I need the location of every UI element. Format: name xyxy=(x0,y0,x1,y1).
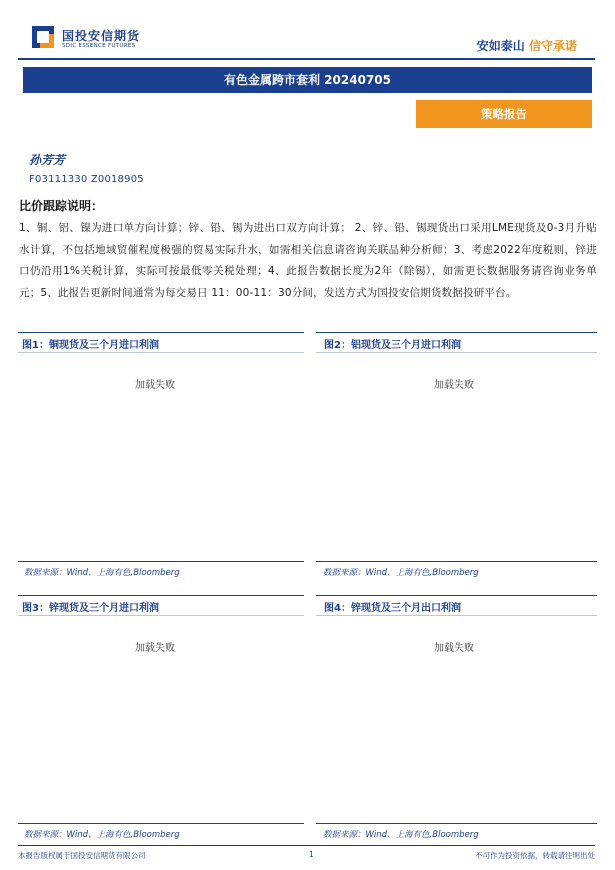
figure-2-title: 图2：铝现货及三个月进口利润 xyxy=(324,340,461,351)
figure-4-source: 数据来源：Wind、上海有色,Bloomberg xyxy=(323,830,479,840)
figure-3-title-rule xyxy=(18,615,304,616)
footer-copyright: 本报告版权属于国投安信期货有限公司 xyxy=(18,851,146,860)
figure-3-bottom-rule xyxy=(18,823,304,824)
figure-3-load-failed: 加载失败 xyxy=(135,643,175,654)
figure-3-top-rule xyxy=(18,595,304,596)
page-number: 1 xyxy=(309,850,314,859)
author-name: 孙芳芳 xyxy=(29,153,66,167)
figure-4-bottom-rule xyxy=(316,823,597,824)
figure-4-top-rule xyxy=(316,595,597,596)
figure-4-title-rule xyxy=(316,615,597,616)
slogan-part1: 安如泰山 xyxy=(476,39,525,53)
company-name-cn: 国投安信期货 xyxy=(62,29,141,43)
company-logo-icon xyxy=(32,26,54,48)
figure-3-source: 数据来源：Wind、上海有色,Bloomberg xyxy=(24,830,180,840)
report-type-tag: 策略报告 xyxy=(416,100,592,128)
figure-1-bottom-rule xyxy=(18,561,304,562)
figure-1-title: 图1：铜现货及三个月进口利润 xyxy=(22,340,159,351)
company-slogan xyxy=(477,37,577,54)
header-divider xyxy=(18,58,595,60)
footer-divider xyxy=(18,845,595,846)
figure-1-load-failed: 加载失败 xyxy=(135,380,175,391)
figure-1-title-rule xyxy=(18,352,304,353)
figure-4-title: 图4：锌现货及三个月出口利润 xyxy=(324,603,461,614)
figure-1-source: 数据来源：Wind、上海有色,Bloomberg xyxy=(24,568,180,578)
notes-heading: 比价跟踪说明： xyxy=(19,199,104,213)
figure-2-source: 数据来源：Wind、上海有色,Bloomberg xyxy=(323,568,479,578)
notes-text: 1、铜、铝、镍为进口单方向计算；锌、铅、锡为进出口双方向计算； 2、锌、铅、锡现货出口采用LME现货及0-3月升贴水计算，不包括地域贸催程度极强的贸易实际升水，如需相关信息请咨询关联品种分析师；3、考虑2022年度税则，锌进口仍沿用1%关税计算，实际可按最低零关税处理；4、此报告数据长度为2年（除锡），如需更长数据服务请咨询业务单元；5、此报告更新时间通常为每交易日 11：00-11：30分间，发送方式为国投安信期货数据投研平台。 xyxy=(19,222,597,299)
figure-2-load-failed: 加载失败 xyxy=(434,380,474,391)
figure-2-title-rule xyxy=(316,352,597,353)
figure-2-bottom-rule xyxy=(316,561,597,562)
figure-2-top-rule xyxy=(316,332,597,333)
company-name-en: SDIC ESSENCE FUTURES xyxy=(62,43,136,49)
slogan-part2: 信守承诺 xyxy=(528,39,577,53)
figure-4-load-failed: 加载失败 xyxy=(434,643,474,654)
author-certificates: F03111330 Z0018905 xyxy=(29,174,144,185)
report-title: 有色金属跨市套利 20240705 xyxy=(23,67,592,93)
figure-3-title: 图3：锌现货及三个月进口利润 xyxy=(22,603,159,614)
footer-disclaimer: 不可作为投资依据，转载请注明出处 xyxy=(475,851,595,860)
figure-1-top-rule xyxy=(18,332,304,333)
